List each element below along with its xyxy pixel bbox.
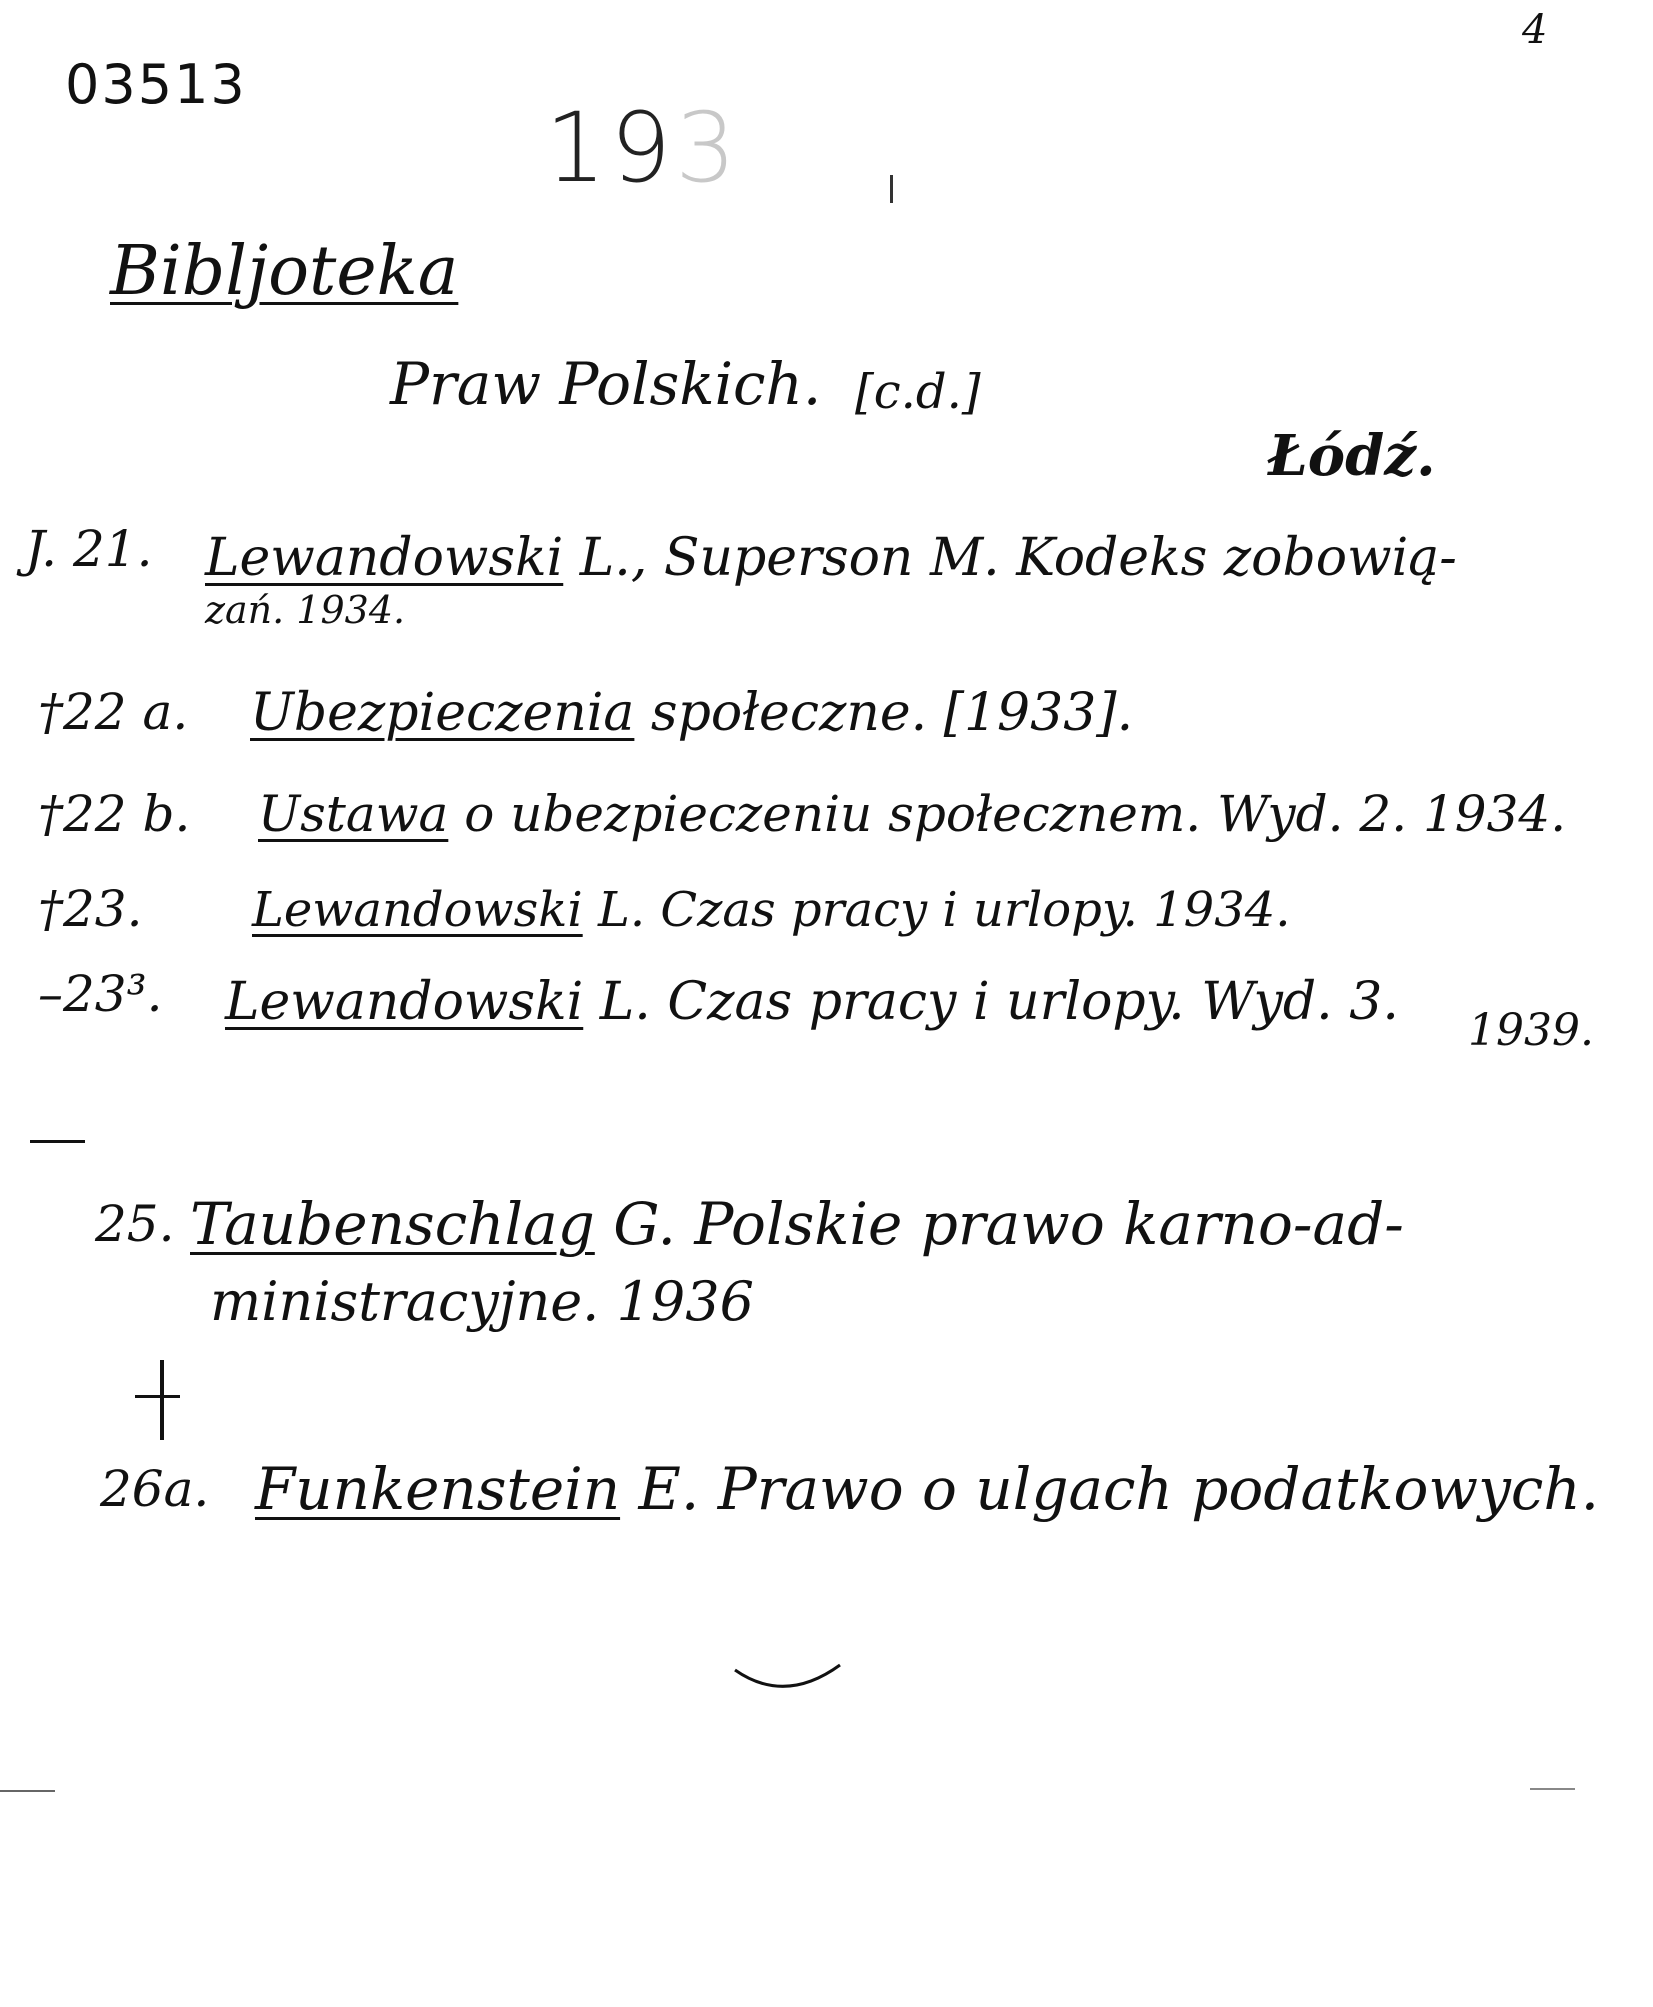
entry-author: Ubezpieczenia bbox=[250, 683, 635, 743]
cross-mark bbox=[160, 1360, 164, 1440]
entry-text bbox=[205, 528, 1457, 588]
punch-edge-mark bbox=[1530, 1788, 1575, 1790]
margin-dash bbox=[30, 1140, 85, 1143]
entry-description: G. Polskie prawo karno-ad- bbox=[594, 1190, 1404, 1258]
entry-number: J. 21. bbox=[25, 520, 153, 578]
card-number: 03513 bbox=[65, 53, 247, 116]
entry-description: L. Czas pracy i urlopy. 1934. bbox=[582, 882, 1291, 938]
entry-number: 26a. bbox=[100, 1460, 210, 1518]
entry-author: Lewandowski bbox=[225, 972, 584, 1032]
punch-edge-mark bbox=[0, 1790, 55, 1792]
entry-text bbox=[258, 785, 1566, 843]
corner-number: 4 bbox=[1522, 7, 1548, 53]
library-subtitle: Praw Polskich. bbox=[390, 350, 822, 418]
entry-author: Lewandowski bbox=[252, 882, 583, 938]
entry-number: 25. bbox=[95, 1195, 175, 1253]
continued-mark: [c.d.] bbox=[855, 364, 981, 420]
entry-author: Taubenschlag bbox=[190, 1190, 595, 1258]
entry-text bbox=[190, 1190, 1404, 1258]
city-label: Łódź. bbox=[1268, 423, 1436, 489]
entry-number: †22 b. bbox=[38, 785, 191, 843]
entry-year: 1939. bbox=[1468, 1005, 1594, 1056]
entry-text bbox=[252, 882, 1291, 938]
entry-description: L. Czas pracy i urlopy. Wyd. 3. bbox=[583, 972, 1399, 1032]
cross-mark-bar bbox=[135, 1395, 180, 1398]
entry-continuation: ministracyjne. 1936 bbox=[210, 1270, 754, 1333]
year-stamp-faint-digit: 3 bbox=[675, 92, 741, 204]
year-stamp-digits: 19 bbox=[545, 92, 676, 204]
entry-text bbox=[250, 683, 1133, 743]
entry-author: Funkenstein bbox=[255, 1455, 621, 1523]
entry-description: o ubezpieczeniu społecznem. Wyd. 2. 1934. bbox=[448, 785, 1567, 843]
stray-tick-mark bbox=[890, 175, 893, 203]
year-stamp bbox=[545, 92, 741, 204]
entry-text bbox=[225, 972, 1399, 1032]
entry-description: E. Prawo o ulgach podatkowych. bbox=[620, 1455, 1600, 1523]
library-title: Bibljoteka bbox=[110, 232, 459, 311]
entry-number: –23³. bbox=[38, 965, 163, 1023]
entry-description: L., Superson M. Kodeks zobowią- bbox=[563, 528, 1457, 588]
entry-continuation: zań. 1934. bbox=[205, 588, 406, 632]
entry-author: Lewandowski bbox=[205, 528, 564, 588]
entry-number: †22 a. bbox=[38, 683, 189, 741]
entry-number: †23. bbox=[38, 880, 143, 938]
entry-text bbox=[255, 1455, 1599, 1523]
end-curve-mark bbox=[730, 1660, 850, 1700]
entry-description: społeczne. [1933]. bbox=[634, 683, 1134, 743]
entry-author: Ustawa bbox=[258, 785, 449, 843]
